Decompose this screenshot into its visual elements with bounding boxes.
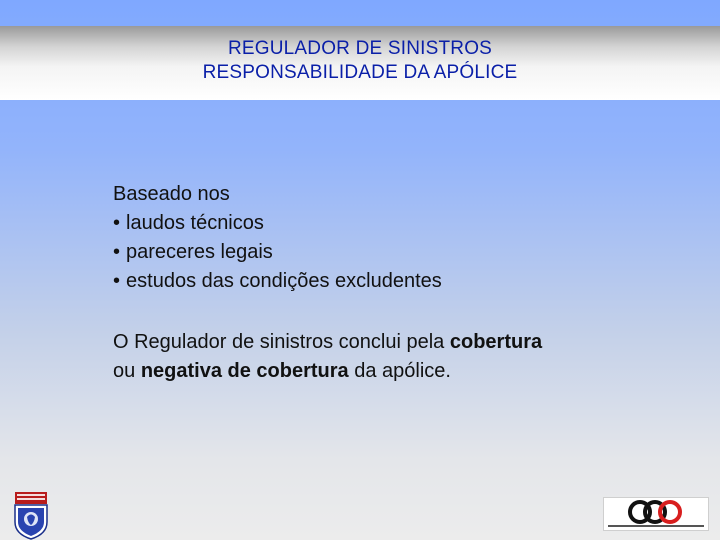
bullet-item (113, 267, 693, 296)
bullet-symbol: • (113, 270, 121, 292)
association-rings-logo-icon (603, 497, 709, 531)
conclusion-text: da apólice. (348, 360, 451, 382)
bullet-item (113, 238, 693, 267)
intro-text: Baseado nos (113, 183, 230, 205)
bullet-symbol: • (113, 241, 121, 263)
bullet-text: pareceres legais (126, 241, 273, 263)
page-title-line-2: RESPONSABILIDADE DA APÓLICE (202, 62, 518, 83)
conclusion-text: O Regulador de sinistros conclui pela (113, 331, 450, 353)
page-title-line-1: REGULADOR DE SINISTROS (227, 38, 493, 59)
slide-content (113, 180, 693, 386)
title-bar (0, 26, 720, 100)
conclusion-paragraph (113, 328, 693, 386)
bullet-text: estudos das condições excludentes (126, 270, 442, 292)
conclusion-line-1 (113, 328, 693, 357)
bullet-item (113, 209, 693, 238)
conclusion-line-2 (113, 357, 693, 386)
conclusion-text: ou (113, 360, 141, 382)
conclusion-bold-denial: negativa de cobertura (140, 360, 349, 382)
university-crest-logo-icon (12, 490, 50, 540)
conclusion-bold-coverage: cobertura (449, 331, 543, 353)
bullet-symbol: • (113, 212, 121, 234)
bullet-text: laudos técnicos (126, 212, 264, 234)
